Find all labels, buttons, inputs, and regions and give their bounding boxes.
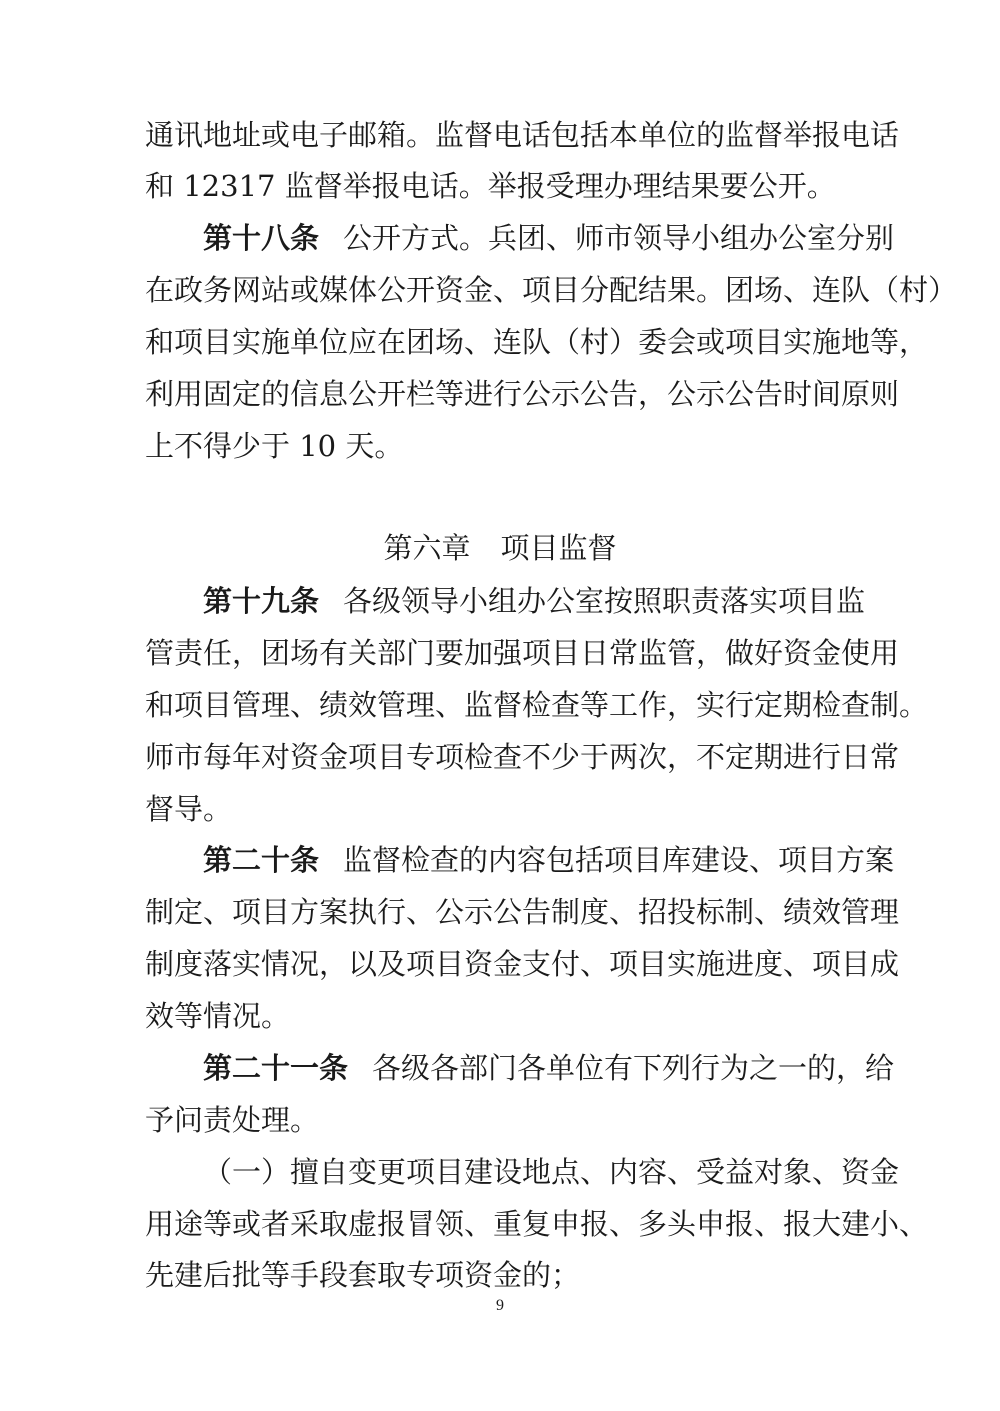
- paragraph-line: 制度落实情况，以及项目资金支付、项目实施进度、项目成: [145, 947, 900, 981]
- paragraph-line: 予问责处理。: [145, 1103, 320, 1137]
- paragraph-line: 和项目管理、绩效管理、监督检查等工作，实行定期检查制。: [145, 688, 929, 722]
- chapter-title: 项目监督: [500, 531, 617, 565]
- article-18-first-line: 第十八条 公开方式。兵团、师市领导小组办公室分别: [203, 221, 895, 255]
- page-number: 9: [496, 1297, 504, 1314]
- paragraph-line: 管责任，团场有关部门要加强项目日常监管，做好资金使用: [145, 636, 900, 670]
- article-18-heading: 第十八条: [203, 221, 320, 255]
- paragraph-line: 效等情况。: [145, 999, 291, 1033]
- list-item-1-first-line: （一）擅自变更项目建设地点、内容、受益对象、资金: [203, 1155, 900, 1189]
- article-20-heading: 第二十条: [203, 843, 320, 877]
- article-21-heading: 第二十一条: [203, 1051, 349, 1085]
- article-19-heading: 第十九条: [203, 584, 320, 618]
- article-20-first-line: 第二十条 监督检查的内容包括项目库建设、项目方案: [203, 843, 895, 877]
- paragraph-line: 师市每年对资金项目专项检查不少于两次，不定期进行日常: [145, 740, 900, 774]
- chapter-number: 第六章: [383, 531, 471, 565]
- paragraph-line: 和项目实施单位应在团场、连队（村）委会或项目实施地等，: [145, 325, 929, 359]
- paragraph-line: 先建后批等手段套取专项资金的；: [145, 1258, 581, 1292]
- chapter-heading: [0, 528, 1000, 568]
- paragraph-line: 上不得少于 10 天。: [145, 429, 404, 463]
- paragraph-line: 制定、项目方案执行、公示公告制度、招投标制、绩效管理: [145, 895, 900, 929]
- paragraph-line: 在政务网站或媒体公开资金、项目分配结果。团场、连队（村）: [145, 273, 958, 307]
- paragraph-line: 和 12317 监督举报电话。举报受理办理结果要公开。: [145, 169, 836, 203]
- paragraph-line: 利用固定的信息公开栏等进行公示公告，公示公告时间原则: [145, 377, 900, 411]
- paragraph-line: 用途等或者采取虚报冒领、重复申报、多头申报、报大建小、: [145, 1207, 929, 1241]
- paragraph-line: 督导。: [145, 792, 233, 826]
- paragraph-line: 通讯地址或电子邮箱。监督电话包括本单位的监督举报电话: [145, 118, 900, 152]
- article-19-first-line: 第十九条 各级领导小组办公室按照职责落实项目监: [203, 584, 866, 618]
- article-21-first-line: 第二十一条 各级各部门各单位有下列行为之一的，给: [203, 1051, 895, 1085]
